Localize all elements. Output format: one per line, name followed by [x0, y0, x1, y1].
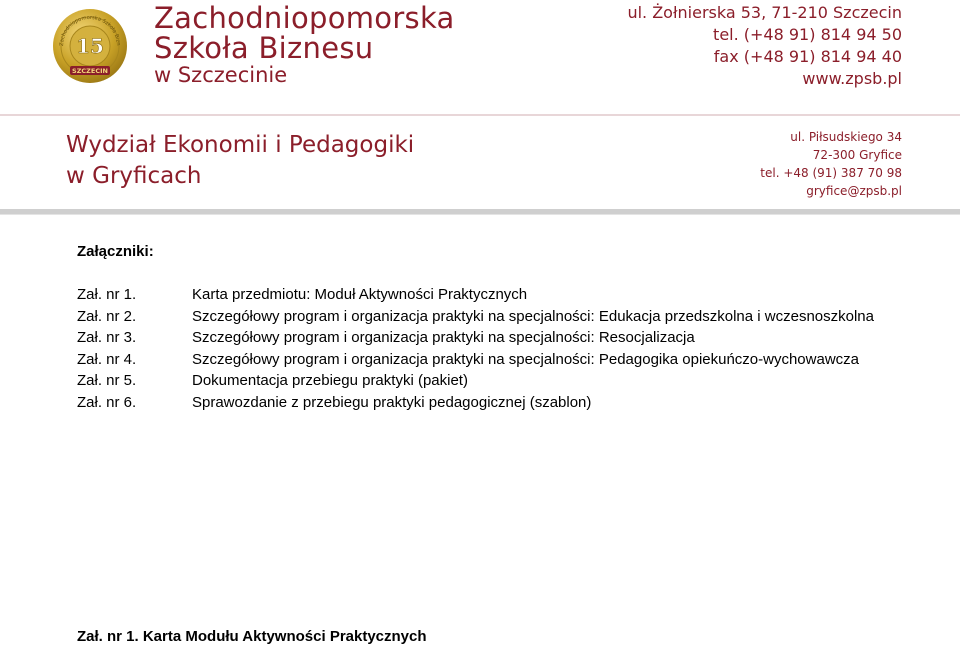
- section-title: Zał. nr 1. Karta Modułu Aktywności Praktycznych: [77, 628, 427, 645]
- attachment-item: [77, 392, 875, 414]
- school-name-line1: Zachodniopomorska: [154, 1, 455, 35]
- main-fax: fax (+48 91) 814 94 40: [713, 47, 902, 66]
- main-contact: [627, 2, 902, 90]
- school-seal-icon: [52, 8, 128, 84]
- attachment-description: Szczegółowy program i organizacja praktyki na specjalności: Resocjalizacja: [192, 329, 695, 346]
- attachment-number: Zał. nr 4.: [77, 350, 137, 368]
- faculty-title-line2: w Gryficach: [66, 163, 202, 189]
- main-website-link[interactable]: www.zpsb.pl: [802, 69, 902, 88]
- seal-city-text: SZCZECIN: [72, 67, 108, 75]
- attachment-item: [77, 327, 875, 349]
- letterhead-bottom-divider: [0, 209, 960, 215]
- attachment-description: Szczegółowy program i organizacja praktyki na specjalności: Edukacja przedszkolna i wczesnoszkolna: [192, 307, 874, 325]
- attachment-description: Sprawozdanie z przebiegu praktyki pedagogicznej (szablon): [192, 393, 592, 411]
- attachment-description: Karta przedmiotu: Moduł Aktywności Praktycznych: [192, 286, 528, 303]
- attachment-number: Zał. nr 2.: [77, 307, 137, 325]
- branch-city: 72-300 Gryfice: [812, 148, 902, 162]
- school-name-line3: w Szczecinie: [154, 63, 288, 88]
- branch-email-link[interactable]: gryfice@zpsb.pl: [806, 184, 902, 198]
- school-name-line2: Szkoła Biznesu: [154, 30, 374, 65]
- faculty-title: [66, 130, 414, 192]
- attachment-number: Zał. nr 5.: [77, 372, 137, 389]
- attachment-number: Zał. nr 1.: [77, 286, 137, 303]
- attachment-description: Szczegółowy program i organizacja praktyki na specjalności: Pedagogika opiekuńczo-wychowawcza: [192, 350, 860, 368]
- seal-number: 15: [76, 34, 104, 58]
- header-divider: [0, 114, 960, 116]
- main-address: ul. Żołnierska 53, 71-210 Szczecin: [627, 3, 902, 22]
- attachment-item: [77, 370, 875, 392]
- main-phone: tel. (+48 91) 814 94 50: [713, 25, 902, 44]
- branch-address: ul. Piłsudskiego 34: [790, 130, 902, 144]
- faculty-title-line1: Wydział Ekonomii i Pedagogiki: [66, 132, 415, 158]
- attachments-list: [77, 284, 875, 413]
- attachment-item: [77, 284, 875, 306]
- attachment-number: Zał. nr 6.: [77, 393, 137, 411]
- attachment-item: [77, 349, 875, 371]
- attachment-description: Dokumentacja przebiegu praktyki (pakiet): [192, 372, 468, 389]
- branch-phone: tel. +48 (91) 387 70 98: [760, 166, 902, 180]
- attachment-item: [77, 306, 875, 328]
- school-name: [154, 1, 455, 88]
- branch-contact: [760, 128, 902, 200]
- attachment-number: Zał. nr 3.: [77, 329, 137, 346]
- attachments-heading: Załączniki:: [77, 243, 154, 260]
- seal-ring-text: Zachodniopomorska Szkoła Bizn: [58, 14, 122, 47]
